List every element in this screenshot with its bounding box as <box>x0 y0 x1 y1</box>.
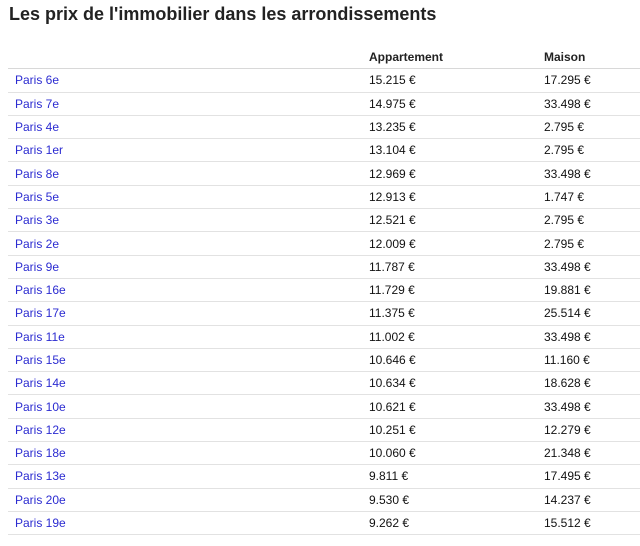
arrondissement-link[interactable]: Paris 5e <box>15 189 60 204</box>
arrondissement-link[interactable]: Paris 10e <box>15 399 66 414</box>
arrondissement-cell <box>8 418 369 441</box>
apartment-price-cell: 13.104 € <box>369 139 544 162</box>
apartment-price-cell: 13.235 € <box>369 115 544 138</box>
table-row <box>8 209 640 232</box>
house-price-cell: 11.160 € <box>544 348 640 371</box>
table-row <box>8 418 640 441</box>
apartment-price-cell: 10.251 € <box>369 418 544 441</box>
arrondissement-cell <box>8 348 369 371</box>
arrondissement-cell <box>8 185 369 208</box>
table-row <box>8 325 640 348</box>
house-price-cell: 18.628 € <box>544 372 640 395</box>
arrondissement-link[interactable]: Paris 2e <box>15 236 60 251</box>
apartment-price-cell: 11.787 € <box>369 255 544 278</box>
apartment-price-cell: 14.975 € <box>369 92 544 115</box>
arrondissement-cell <box>8 139 369 162</box>
table-row <box>8 442 640 465</box>
house-price-cell: 2.795 € <box>544 232 640 255</box>
arrondissement-cell <box>8 395 369 418</box>
house-price-cell: 33.498 € <box>544 92 640 115</box>
table-row <box>8 162 640 185</box>
table-row <box>8 348 640 371</box>
apartment-price-cell: 11.729 € <box>369 278 544 301</box>
arrondissement-link[interactable]: Paris 16e <box>15 283 66 298</box>
column-header-apartment: Appartement <box>369 46 544 69</box>
apartment-price-cell: 10.646 € <box>369 348 544 371</box>
apartment-price-cell: 12.913 € <box>369 185 544 208</box>
house-price-cell: 14.237 € <box>544 488 640 511</box>
arrondissement-cell <box>8 209 369 232</box>
house-price-cell: 33.498 € <box>544 395 640 418</box>
table-row <box>8 92 640 115</box>
house-price-cell: 33.498 € <box>544 162 640 185</box>
arrondissement-link[interactable]: Paris 12e <box>15 422 66 437</box>
arrondissement-cell <box>8 465 369 488</box>
house-price-cell: 2.795 € <box>544 209 640 232</box>
arrondissement-link[interactable]: Paris 19e <box>15 516 66 531</box>
table-header <box>8 46 640 69</box>
table-row <box>8 139 640 162</box>
house-price-cell: 1.747 € <box>544 185 640 208</box>
arrondissement-link[interactable]: Paris 4e <box>15 120 60 135</box>
apartment-price-cell: 10.621 € <box>369 395 544 418</box>
arrondissement-link[interactable]: Paris 17e <box>15 306 66 321</box>
arrondissement-link[interactable]: Paris 18e <box>15 446 66 461</box>
house-price-cell: 17.495 € <box>544 465 640 488</box>
table-row <box>8 465 640 488</box>
arrondissement-cell <box>8 278 369 301</box>
house-price-cell: 21.348 € <box>544 442 640 465</box>
table-row <box>8 488 640 511</box>
table-body <box>8 69 640 535</box>
table-row <box>8 232 640 255</box>
arrondissement-link[interactable]: Paris 15e <box>15 353 66 367</box>
table-row <box>8 278 640 301</box>
house-price-cell: 33.498 € <box>544 255 640 278</box>
table-row <box>8 255 640 278</box>
apartment-price-cell: 9.530 € <box>369 488 544 511</box>
arrondissement-cell <box>8 372 369 395</box>
house-price-cell: 25.514 € <box>544 302 640 325</box>
arrondissement-cell <box>8 325 369 348</box>
apartment-price-cell: 15.215 € <box>369 69 544 92</box>
apartment-price-cell: 12.009 € <box>369 232 544 255</box>
arrondissement-cell <box>8 232 369 255</box>
house-price-cell: 15.512 € <box>544 511 640 534</box>
table-row <box>8 372 640 395</box>
table-row <box>8 185 640 208</box>
arrondissement-link[interactable]: Paris 7e <box>15 96 60 111</box>
arrondissement-cell <box>8 162 369 185</box>
column-header-name <box>8 46 369 69</box>
table-row <box>8 115 640 138</box>
table-row <box>8 395 640 418</box>
house-price-cell: 2.795 € <box>544 139 640 162</box>
apartment-price-cell: 12.969 € <box>369 162 544 185</box>
arrondissement-cell <box>8 302 369 325</box>
arrondissement-link[interactable]: Paris 11e <box>15 329 65 344</box>
arrondissement-link[interactable]: Paris 3e <box>15 213 60 228</box>
apartment-price-cell: 9.811 € <box>369 465 544 488</box>
arrondissement-link[interactable]: Paris 9e <box>15 259 60 274</box>
arrondissement-link[interactable]: Paris 14e <box>15 376 66 391</box>
house-price-cell: 12.279 € <box>544 418 640 441</box>
apartment-price-cell: 9.262 € <box>369 511 544 534</box>
arrondissement-cell <box>8 92 369 115</box>
table-row <box>8 69 640 92</box>
apartment-price-cell: 10.634 € <box>369 372 544 395</box>
arrondissement-cell <box>8 69 369 92</box>
house-price-cell: 33.498 € <box>544 325 640 348</box>
table-row <box>8 302 640 325</box>
table-header-row <box>8 46 640 69</box>
arrondissement-cell <box>8 488 369 511</box>
column-header-house: Maison <box>544 46 640 69</box>
apartment-price-cell: 12.521 € <box>369 209 544 232</box>
page-title: Les prix de l'immobilier dans les arrondissements <box>9 4 437 24</box>
apartment-price-cell: 11.002 € <box>369 325 544 348</box>
arrondissement-link[interactable]: Paris 1er <box>15 143 64 158</box>
arrondissement-cell <box>8 511 369 534</box>
apartment-price-cell: 10.060 € <box>369 442 544 465</box>
apartment-price-cell: 11.375 € <box>369 302 544 325</box>
house-price-cell: 2.795 € <box>544 115 640 138</box>
price-table <box>8 46 640 535</box>
arrondissement-link[interactable]: Paris 8e <box>15 166 60 181</box>
arrondissement-cell <box>8 115 369 138</box>
arrondissement-link[interactable]: Paris 13e <box>15 469 66 484</box>
arrondissement-cell <box>8 255 369 278</box>
arrondissement-link[interactable]: Paris 6e <box>15 73 60 88</box>
house-price-cell: 19.881 € <box>544 278 640 301</box>
arrondissement-cell <box>8 442 369 465</box>
house-price-cell: 17.295 € <box>544 69 640 92</box>
table-row <box>8 511 640 534</box>
arrondissement-link[interactable]: Paris 20e <box>15 492 66 507</box>
